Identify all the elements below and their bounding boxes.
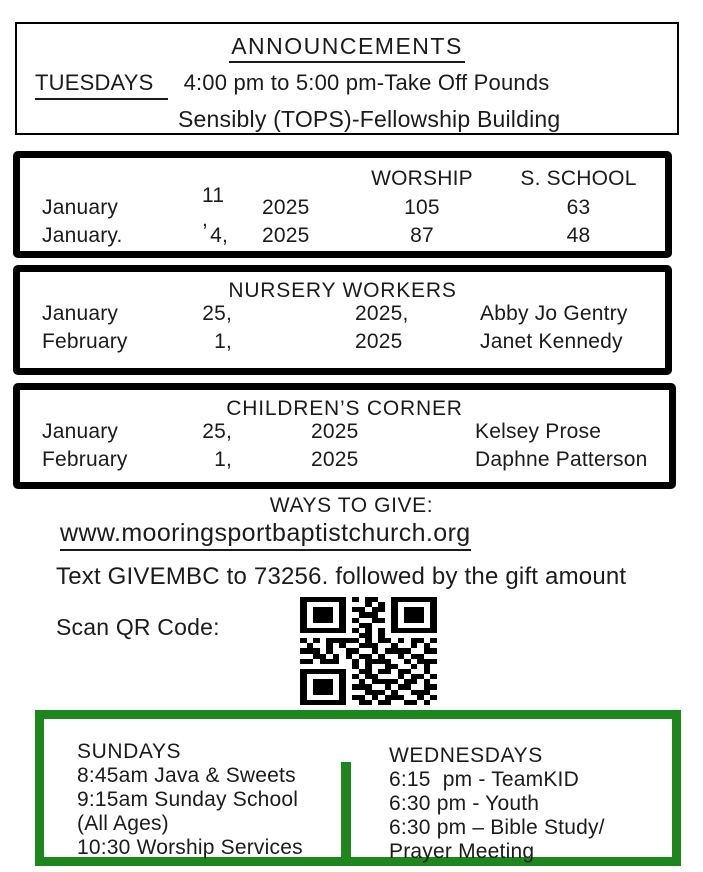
- schedule-line: 9:15am Sunday School: [77, 788, 299, 811]
- attendance-day: 11 ,: [202, 184, 231, 231]
- announcement-line2: Sensibly (TOPS)-Fellowship Building: [178, 106, 561, 132]
- children-name: Kelsey Prose: [475, 420, 602, 443]
- website-link[interactable]: www.mooringsportbaptistchurch.org: [60, 519, 471, 551]
- schedule-line: 10:30 Worship Services: [77, 836, 303, 859]
- ways-to-give-title: WAYS TO GIVE:: [269, 494, 434, 517]
- sundays-title: SUNDAYS: [77, 740, 182, 763]
- children-title: CHILDREN’S CORNER: [226, 397, 463, 420]
- nursery-year: 2025: [355, 330, 403, 353]
- announcements-title: ANNOUNCEMENTS: [229, 33, 465, 63]
- text-to-give-instructions: Text GIVEMBC to 73256. followed by the gift amount: [56, 563, 627, 590]
- schedule-line: Prayer Meeting: [389, 840, 535, 863]
- children-name: Daphne Patterson: [475, 448, 648, 471]
- nursery-name: Janet Kennedy: [480, 330, 623, 353]
- attendance-month: January.: [42, 224, 123, 247]
- nursery-name: Abby Jo Gentry: [480, 302, 628, 325]
- schedule-line: 6:15 pm - TeamKID: [389, 768, 579, 791]
- qr-code-label: Scan QR Code:: [56, 614, 220, 640]
- children-year: 2025: [311, 448, 359, 471]
- weekly-schedule-box: [35, 710, 681, 866]
- wednesdays-column: [389, 744, 605, 864]
- attendance-sschool-count: 48: [566, 224, 591, 247]
- attendance-year: 2025: [262, 224, 310, 247]
- nursery-box: [13, 265, 672, 375]
- attendance-box: [13, 151, 672, 258]
- nursery-day: 25,: [202, 302, 232, 325]
- wednesdays-title: WEDNESDAYS: [389, 744, 543, 767]
- attendance-worship-count: 105: [404, 196, 440, 219]
- schedule-line: 8:45am Java & Sweets: [77, 764, 296, 787]
- sschool-header: S. SCHOOL: [520, 167, 637, 190]
- sundays-column: [77, 740, 303, 860]
- schedule-line: 6:30 pm – Bible Study/: [389, 816, 605, 839]
- nursery-month: February: [42, 330, 128, 353]
- attendance-year: 2025: [262, 196, 310, 219]
- schedule-divider: [341, 762, 351, 858]
- children-corner-box: [13, 383, 676, 489]
- children-month: January: [42, 420, 119, 443]
- schedule-line: 6:30 pm - Youth: [389, 792, 540, 815]
- schedule-line: (All Ages): [77, 812, 169, 835]
- attendance-sschool-count: 63: [566, 196, 591, 219]
- children-month: February: [42, 448, 128, 471]
- qr-code: [300, 597, 437, 705]
- attendance-day: 4,: [210, 224, 228, 247]
- worship-header: WORSHIP: [371, 167, 473, 190]
- tuesdays-label: TUESDAYS: [35, 70, 168, 100]
- nursery-month: January: [42, 302, 119, 325]
- children-day: 25,: [202, 420, 232, 443]
- nursery-day: 1,: [214, 330, 232, 353]
- attendance-month: January: [42, 196, 119, 219]
- nursery-title: NURSERY WORKERS: [228, 279, 457, 302]
- children-year: 2025: [311, 420, 359, 443]
- attendance-worship-count: 87: [410, 224, 434, 247]
- nursery-year: 2025,: [355, 302, 409, 325]
- announcement-line1: 4:00 pm to 5:00 pm-Take Off Pounds: [183, 70, 550, 95]
- children-day: 1,: [214, 448, 232, 471]
- announcements-box: [15, 22, 679, 135]
